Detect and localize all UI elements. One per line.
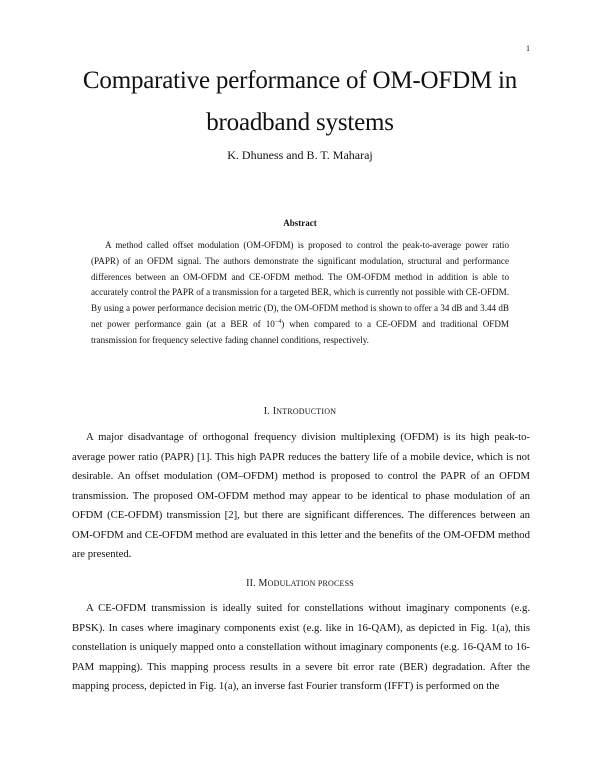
section-numeral: I. — [263, 406, 270, 417]
page-number: 1 — [526, 44, 530, 53]
abstract-text-part-2: ) when compared to a CE-OFDM and traditional OFDM transmission for frequency selective fading channel conditions, respectively. — [91, 318, 509, 345]
section-title-rest: ODULATION PROCESS — [267, 579, 354, 588]
introduction-paragraph: A major disadvantage of orthogonal frequency division multiplexing (OFDM) is its high peak-to-average power ratio (PAPR) [1]. This high PAPR reduces the battery life of a mobile device, which is not desirable. An offset modulation (OM–OFDM) method is proposed to control the PAPR of an OFDM transmission. The proposed OM-OFDM method may appear to be identical to phase modulation of an OFDM (CE-OFDM) transmission [2], but there are significant differences. The differences between an OM-OFDM and CE-OFDM method are evaluated in this letter and the benefits of the OM-OFDM method are presented. — [72, 431, 530, 560]
abstract-heading: Abstract — [283, 218, 317, 228]
title-line-2: broadband systems — [206, 109, 394, 136]
section-title-initial: M — [258, 578, 268, 589]
section-numeral: II. — [246, 578, 256, 589]
section-heading-introduction — [0, 406, 600, 417]
section-heading-modulation-process — [0, 578, 600, 589]
abstract-text-part-1: A method called offset modulation (OM-OFDM) is proposed to control the peak-to-average power ratio (PAPR) of an OFDM signal. The authors demonstrate the significant modulation, structural and performance differences between an OM-OFDM and CE-OFDM method. The OM-OFDM method in addition is able to accurately control the PAPR of a transmission for a targeted BER, which is currently not possible with CE-OFDM. By using a power performance decision metric (D), the OM-OFDM method is shown to offer a 34 dB and 3.44 dB net power performance gain (at a BER of 10 — [91, 240, 509, 329]
section-title-initial: I — [272, 406, 277, 417]
ber-exponent: −4 — [274, 318, 282, 325]
paper-title — [0, 60, 600, 144]
section-title-rest: NTRODUCTION — [276, 407, 337, 416]
authors: K. Dhuness and B. T. Maharaj — [227, 148, 373, 162]
modulation-process-paragraph: A CE-OFDM transmission is ideally suited for constellations without imaginary components (e.g. BPSK). In cases where imaginary components exist (e.g. like in 16-QAM), as depicted in Fig. 1(a), this constellation is uniquely mapped onto a constellation without imaginary components (e.g. 16-QAM to 16-PAM mapping). This mapping process results in a severe bit error rate (BER) degradation. After the mapping process, depicted in Fig. 1(a), an inverse fast Fourier transform (IFFT) is performed on the — [72, 602, 530, 692]
title-line-1: Comparative performance of OM-OFDM in — [82, 67, 518, 94]
abstract-body — [91, 238, 509, 349]
